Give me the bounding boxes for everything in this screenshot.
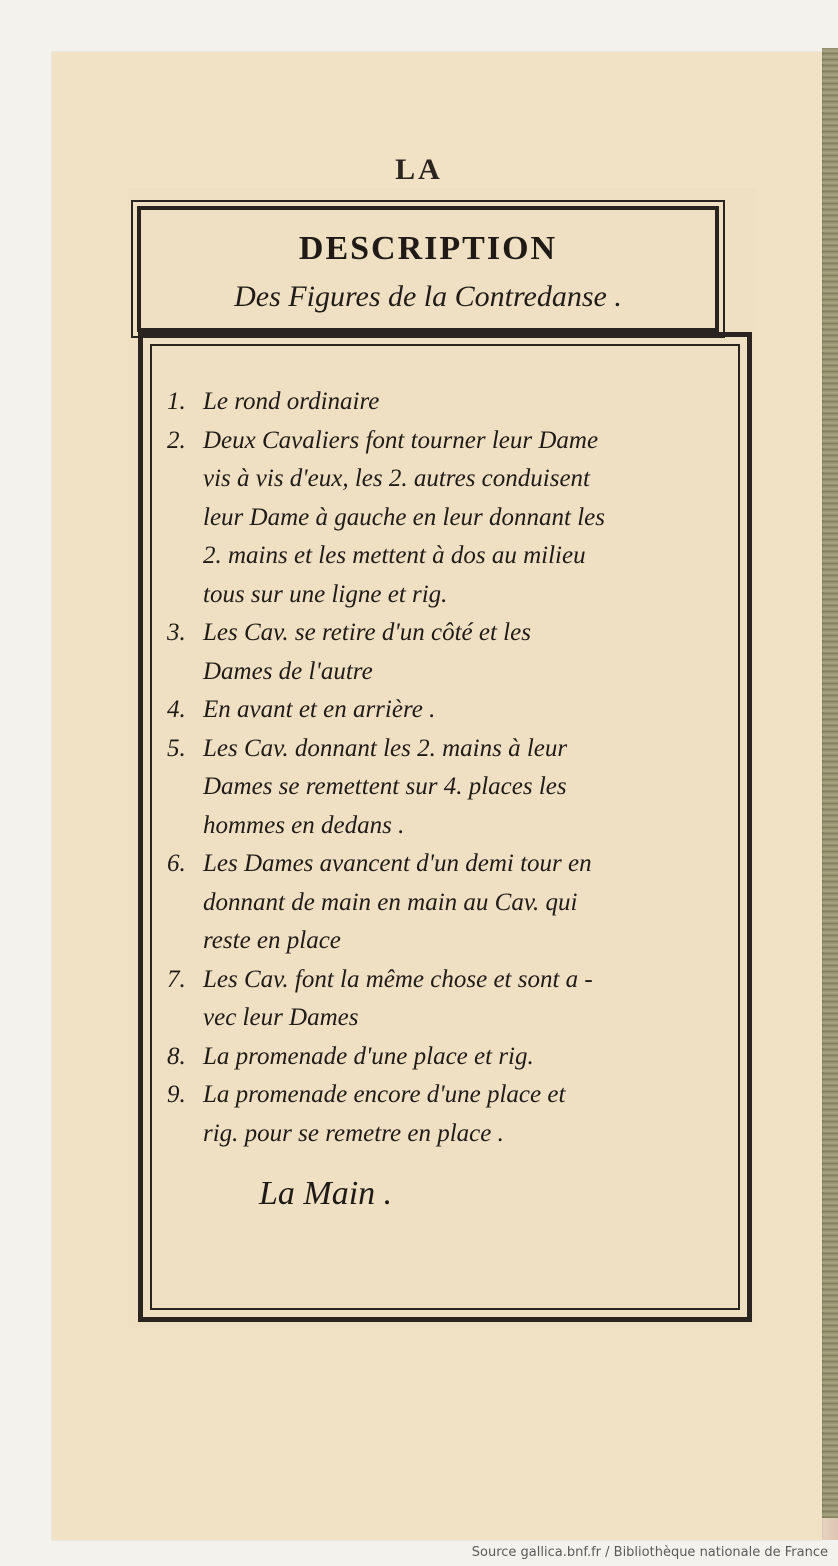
- source-footer: Source gallica.bnf.fr / Bibliothèque nationale de France: [471, 1545, 828, 1560]
- list-item: [167, 422, 737, 615]
- item-line: leur Dame à gauche en leur donnant les: [203, 503, 606, 531]
- item-number: 4.: [167, 696, 186, 723]
- list-item: [167, 730, 737, 846]
- item-line: Les Dames avancent d'un demi tour en: [203, 850, 592, 877]
- list-item: [167, 845, 737, 961]
- item-line: Dames de l'autre: [203, 657, 373, 685]
- figures-list: [167, 383, 737, 1153]
- title-box: [137, 206, 719, 332]
- list-item: [167, 1038, 737, 1077]
- page-subtitle: Des Figures de la Contredanse .: [234, 280, 622, 313]
- item-line: hommes en dedans .: [203, 811, 405, 839]
- item-line: En avant et en arrière .: [203, 696, 436, 723]
- list-item: [167, 961, 737, 1038]
- item-line: Les Cav. se retire d'un côté et les: [203, 619, 531, 646]
- item-line: 2. mains et les mettent à dos au milieu: [203, 542, 586, 569]
- item-number: 6.: [167, 850, 186, 877]
- list-item: [167, 614, 737, 691]
- item-number: 2.: [167, 426, 186, 454]
- item-number: 9.: [167, 1081, 186, 1108]
- item-number: 7.: [167, 965, 186, 993]
- item-line: La promenade d'une place et rig.: [203, 1042, 534, 1070]
- list-item: [167, 383, 737, 422]
- item-number: 1.: [167, 388, 186, 415]
- item-line: Deux Cavaliers font tourner leur Dame: [203, 426, 599, 454]
- item-number: 3.: [167, 619, 186, 646]
- item-line: Les Cav. donnant les 2. mains à leur: [203, 734, 568, 762]
- running-head: LA: [395, 153, 443, 186]
- figures-list-box: [138, 332, 752, 1322]
- item-line: rig. pour se remetre en place .: [203, 1119, 504, 1147]
- item-line: reste en place: [203, 927, 341, 954]
- item-line: Dames se remettent sur 4. places les: [203, 773, 567, 800]
- list-item: [167, 1076, 737, 1153]
- page-title: DESCRIPTION: [298, 230, 558, 267]
- item-number: 8.: [167, 1042, 186, 1070]
- item-line: vis à vis d'eux, les 2. autres conduisent: [203, 465, 590, 492]
- item-line: tous sur une ligne et rig.: [203, 580, 448, 608]
- item-line: donnant de main en main au Cav. qui: [203, 888, 578, 916]
- book-binding: [822, 48, 838, 1518]
- item-line: Les Cav. font la même chose et sont a -: [203, 965, 593, 993]
- item-line: vec leur Dames: [203, 1004, 359, 1031]
- engraver-signature: La Main .: [259, 1175, 393, 1212]
- item-number: 5.: [167, 734, 186, 762]
- item-line: La promenade encore d'une place et: [203, 1081, 566, 1108]
- list-item: [167, 691, 737, 730]
- item-line: Le rond ordinaire: [203, 388, 380, 415]
